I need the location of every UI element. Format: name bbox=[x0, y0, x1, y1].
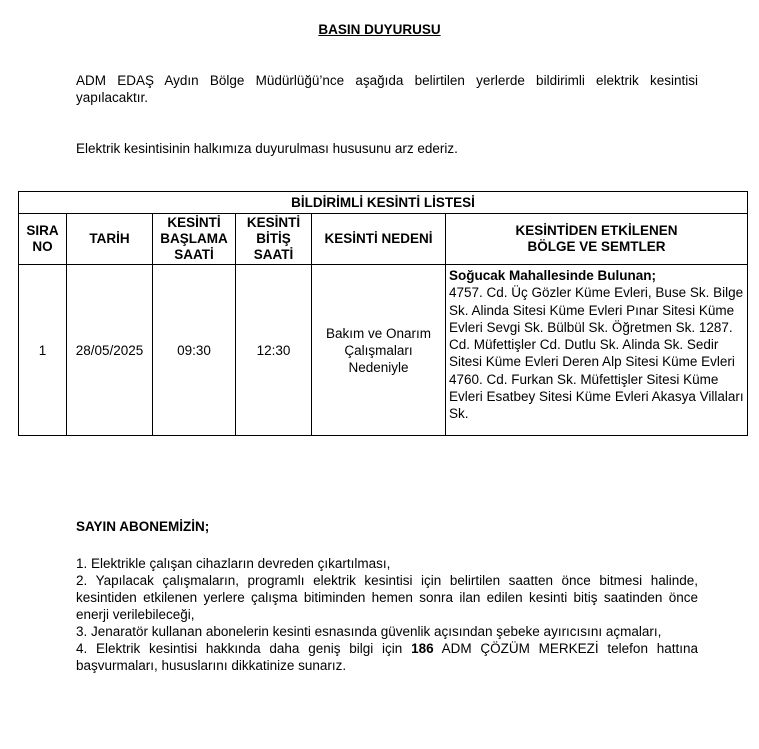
header-tarih: TARİH bbox=[67, 214, 153, 265]
area-title: Soğucak Mahallesinde Bulunan; bbox=[449, 268, 657, 283]
notice-item: 1. Elektrikle çalışan cihazların devreden çıkartılması, bbox=[76, 556, 391, 571]
header-bitis: KESİNTİ BİTİŞ SAATİ bbox=[236, 214, 312, 265]
cell-bolge bbox=[446, 265, 748, 436]
page-title: BASIN DUYURUSU bbox=[318, 22, 441, 37]
cell-tarih: 28/05/2025 bbox=[67, 265, 153, 436]
notice-item: 3. Jenaratör kullanan abonelerin kesinti esnasında güvenlik açısından şebeke ayırıcısını açmaları, bbox=[76, 624, 662, 639]
header-neden: KESİNTİ NEDENİ bbox=[312, 214, 446, 265]
cell-sira: 1 bbox=[19, 265, 67, 436]
notice-item: 2. Yapılacak çalışmaların, programlı elektrik kesintisi için belirtilen saatten önce bitmesi halinde, kesintiden etkilenen yerlere çalışma bitiminden hemen sonra ilan edilen kesinti bitiş saatinden önce enerji verilebileceği, bbox=[76, 573, 698, 622]
cell-bitis: 12:30 bbox=[236, 265, 312, 436]
phone-number: 186 bbox=[411, 641, 434, 656]
intro-paragraph: ADM EDAŞ Aydın Bölge Müdürlüğü’nce aşağıda belirtilen yerlerde bildirimli elektrik kesintisi yapılacaktır. bbox=[76, 73, 698, 105]
header-sira: SIRA NO bbox=[19, 214, 67, 265]
notice-heading: SAYIN ABONEMİZİN; bbox=[76, 519, 210, 534]
area-list: 4757. Cd. Üç Gözler Küme Evleri, Buse Sk. Bilge Sk. Alinda Sitesi Küme Evleri Pınar Sitesi Küme Evleri Sevgi Sk. Bülbül Sk. Öğretmen Sk. 1287. Cd. Müfettişler Cd. Dutlu Sk. Alinda Sk. Sedir Sitesi Küme Evleri Deren Alp Sitesi Küme Evleri 4760. Cd. Furkan Sk. Müfettişler Sitesi Küme Evleri Esatbey Sitesi Küme Evleri Akasya Villaları Sk. bbox=[449, 285, 744, 422]
header-baslama: KESİNTİ BAŞLAMA SAATİ bbox=[153, 214, 236, 265]
table-header-row bbox=[19, 214, 748, 265]
cell-baslama: 09:30 bbox=[153, 265, 236, 436]
table-caption: BİLDİRİMLİ KESİNTİ LİSTESİ bbox=[19, 192, 748, 214]
cell-neden: Bakım ve Onarım Çalışmaları Nedeniyle bbox=[312, 265, 446, 436]
outage-table bbox=[18, 191, 748, 436]
request-paragraph: Elektrik kesintisinin halkımıza duyurulması hususunu arz ederiz. bbox=[76, 141, 458, 156]
table-row bbox=[19, 265, 748, 436]
notice-item: 4. Elektrik kesintisi hakkında daha geniş bilgi için 186 ADM ÇÖZÜM MERKEZİ telefon hattına başvurmaları, hususlarını dikkatinize sunarız. bbox=[76, 641, 699, 673]
notice-list bbox=[76, 555, 698, 674]
header-bolge: KESİNTİDEN ETKİLENEN BÖLGE VE SEMTLER bbox=[446, 214, 748, 265]
